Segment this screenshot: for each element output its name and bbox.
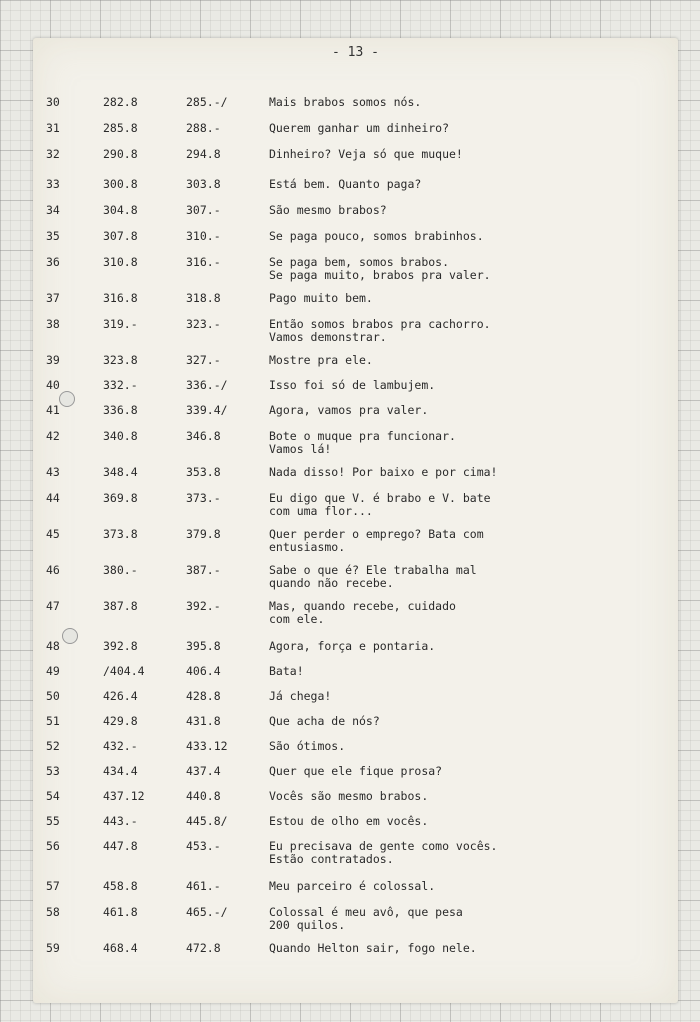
cue-in-time: /404.4 <box>103 664 145 678</box>
cue-text <box>269 122 669 135</box>
cue-out-time: 461.- <box>186 879 221 893</box>
cue-out-time: 310.- <box>186 229 221 243</box>
cue-text <box>269 148 669 161</box>
cue-text-line: Se paga pouco, somos brabinhos. <box>269 229 484 243</box>
cue-number: 47 <box>46 599 60 613</box>
cue-text <box>269 466 669 479</box>
cue-text-line: Estão contratados. <box>269 852 394 866</box>
cue-out-time: 288.- <box>186 121 221 135</box>
cue-number: 41 <box>46 403 60 417</box>
cue-out-time: 387.- <box>186 563 221 577</box>
cue-in-time: 468.4 <box>103 941 138 955</box>
cue-text-line: Nada disso! Por baixo e por cima! <box>269 465 498 479</box>
cue-text <box>269 404 669 417</box>
cue-in-time: 392.8 <box>103 639 138 653</box>
cue-out-time: 327.- <box>186 353 221 367</box>
cue-text <box>269 600 669 626</box>
cue-number: 50 <box>46 689 60 703</box>
cue-text-line: Quando Helton sair, fogo nele. <box>269 941 477 955</box>
cue-text <box>269 318 669 344</box>
cue-out-time: 294.8 <box>186 147 221 161</box>
cue-number: 33 <box>46 177 60 191</box>
cue-text <box>269 790 669 803</box>
cue-in-time: 290.8 <box>103 147 138 161</box>
cue-text-line: Bata! <box>269 664 304 678</box>
cue-text-line: quando não recebe. <box>269 576 394 590</box>
cue-text <box>269 640 669 653</box>
cue-in-time: 447.8 <box>103 839 138 853</box>
cue-out-time: 379.8 <box>186 527 221 541</box>
cue-text-line: Agora, vamos pra valer. <box>269 403 429 417</box>
cue-in-time: 285.8 <box>103 121 138 135</box>
cue-text-line: Se paga bem, somos brabos. <box>269 255 450 269</box>
cue-in-time: 316.8 <box>103 291 138 305</box>
cue-text-line: Vamos demonstrar. <box>269 330 387 344</box>
cue-out-time: 346.8 <box>186 429 221 443</box>
page-number: - 13 - <box>332 45 379 60</box>
cue-text <box>269 292 669 305</box>
cue-number: 45 <box>46 527 60 541</box>
cue-text <box>269 765 669 778</box>
cue-number: 32 <box>46 147 60 161</box>
cue-text-line: Vamos lá! <box>269 442 332 456</box>
cue-out-time: 303.8 <box>186 177 221 191</box>
cue-out-time: 307.- <box>186 203 221 217</box>
cue-text <box>269 204 669 217</box>
cue-in-time: 380.- <box>103 563 138 577</box>
cue-number: 37 <box>46 291 60 305</box>
cue-out-time: 453.- <box>186 839 221 853</box>
cue-text-line: Se paga muito, brabos pra valer. <box>269 268 491 282</box>
cue-number: 51 <box>46 714 60 728</box>
cue-text <box>269 256 669 282</box>
cue-in-time: 336.8 <box>103 403 138 417</box>
cue-text <box>269 430 669 456</box>
cue-text-line: 200 quilos. <box>269 918 346 932</box>
cue-out-time: 392.- <box>186 599 221 613</box>
cue-out-time: 318.8 <box>186 291 221 305</box>
cue-in-time: 426.4 <box>103 689 138 703</box>
cue-in-time: 300.8 <box>103 177 138 191</box>
cue-in-time: 434.4 <box>103 764 138 778</box>
cue-out-time: 285.-/ <box>186 95 228 109</box>
cue-in-time: 332.- <box>103 378 138 392</box>
cue-number: 57 <box>46 879 60 893</box>
cue-text-line: Quer perder o emprego? Bata com <box>269 527 484 541</box>
cue-text <box>269 96 669 109</box>
punch-hole <box>59 391 75 407</box>
cue-text-line: Isso foi só de lambujem. <box>269 378 436 392</box>
cue-text-line: Bote o muque pra funcionar. <box>269 429 456 443</box>
cue-in-time: 432.- <box>103 739 138 753</box>
cue-number: 34 <box>46 203 60 217</box>
cue-in-time: 307.8 <box>103 229 138 243</box>
cue-text <box>269 906 669 932</box>
cue-in-time: 373.8 <box>103 527 138 541</box>
cue-text-line: Mais brabos somos nós. <box>269 95 422 109</box>
cue-text <box>269 178 669 191</box>
cue-text <box>269 492 669 518</box>
cue-number: 52 <box>46 739 60 753</box>
cue-text <box>269 528 669 554</box>
cue-number: 59 <box>46 941 60 955</box>
cue-number: 39 <box>46 353 60 367</box>
cue-out-time: 445.8/ <box>186 814 228 828</box>
cue-text <box>269 230 669 243</box>
cue-text <box>269 690 669 703</box>
cue-text-line: entusiasmo. <box>269 540 346 554</box>
cue-text-line: Agora, força e pontaria. <box>269 639 436 653</box>
cue-number: 48 <box>46 639 60 653</box>
cue-text-line: Pago muito bem. <box>269 291 373 305</box>
cue-text <box>269 665 669 678</box>
cue-text-line: Meu parceiro é colossal. <box>269 879 436 893</box>
cue-number: 44 <box>46 491 60 505</box>
cue-text-line: Colossal é meu avô, que pesa <box>269 905 463 919</box>
cue-number: 54 <box>46 789 60 803</box>
cue-out-time: 431.8 <box>186 714 221 728</box>
cue-out-time: 472.8 <box>186 941 221 955</box>
cue-number: 56 <box>46 839 60 853</box>
cue-number: 42 <box>46 429 60 443</box>
cue-text-line: Estou de olho em vocês. <box>269 814 429 828</box>
cue-text <box>269 815 669 828</box>
cue-text-line: Mas, quando recebe, cuidado <box>269 599 456 613</box>
cue-in-time: 340.8 <box>103 429 138 443</box>
cue-text <box>269 354 669 367</box>
cue-in-time: 387.8 <box>103 599 138 613</box>
cue-text-line: Então somos brabos pra cachorro. <box>269 317 491 331</box>
cue-out-time: 437.4 <box>186 764 221 778</box>
cue-out-time: 428.8 <box>186 689 221 703</box>
cue-in-time: 319.- <box>103 317 138 331</box>
cue-text-line: Sabe o que é? Ele trabalha mal <box>269 563 477 577</box>
cue-number: 55 <box>46 814 60 828</box>
cue-text-line: Eu digo que V. é brabo e V. bate <box>269 491 491 505</box>
cue-out-time: 395.8 <box>186 639 221 653</box>
cue-number: 36 <box>46 255 60 269</box>
cue-text-line: Querem ganhar um dinheiro? <box>269 121 450 135</box>
cue-text-line: Está bem. Quanto paga? <box>269 177 422 191</box>
cue-out-time: 373.- <box>186 491 221 505</box>
cue-in-time: 310.8 <box>103 255 138 269</box>
cue-number: 49 <box>46 664 60 678</box>
cue-text <box>269 379 669 392</box>
cue-number: 53 <box>46 764 60 778</box>
cue-text-line: com uma flor... <box>269 504 373 518</box>
cue-text <box>269 840 669 866</box>
cue-text-line: Mostre pra ele. <box>269 353 373 367</box>
cue-in-time: 443.- <box>103 814 138 828</box>
cue-out-time: 465.-/ <box>186 905 228 919</box>
cue-text-line: Já chega! <box>269 689 332 703</box>
cue-out-time: 336.-/ <box>186 378 228 392</box>
cue-number: 38 <box>46 317 60 331</box>
cue-in-time: 282.8 <box>103 95 138 109</box>
cue-number: 43 <box>46 465 60 479</box>
cue-in-time: 348.4 <box>103 465 138 479</box>
cue-text-line: São ótimos. <box>269 739 346 753</box>
cue-number: 35 <box>46 229 60 243</box>
cue-text <box>269 715 669 728</box>
cue-out-time: 316.- <box>186 255 221 269</box>
cue-in-time: 458.8 <box>103 879 138 893</box>
cue-text-line: com ele. <box>269 612 325 626</box>
cue-text-line: São mesmo brabos? <box>269 203 387 217</box>
cue-text <box>269 942 669 955</box>
punch-hole <box>62 628 78 644</box>
cue-in-time: 429.8 <box>103 714 138 728</box>
cue-text-line: Dinheiro? Veja só que muque! <box>269 147 463 161</box>
cue-out-time: 440.8 <box>186 789 221 803</box>
cue-in-time: 304.8 <box>103 203 138 217</box>
cue-out-time: 433.12 <box>186 739 228 753</box>
cue-out-time: 406.4 <box>186 664 221 678</box>
cue-number: 58 <box>46 905 60 919</box>
cue-text-line: Que acha de nós? <box>269 714 380 728</box>
cue-out-time: 323.- <box>186 317 221 331</box>
cue-text-line: Quer que ele fique prosa? <box>269 764 443 778</box>
cue-text <box>269 740 669 753</box>
cue-text-line: Eu precisava de gente como vocês. <box>269 839 498 853</box>
cue-out-time: 353.8 <box>186 465 221 479</box>
cue-number: 46 <box>46 563 60 577</box>
cue-text <box>269 564 669 590</box>
document-page <box>33 38 678 1003</box>
cue-in-time: 437.12 <box>103 789 145 803</box>
cue-number: 30 <box>46 95 60 109</box>
cue-in-time: 323.8 <box>103 353 138 367</box>
cue-text-line: Vocês são mesmo brabos. <box>269 789 429 803</box>
cue-out-time: 339.4/ <box>186 403 228 417</box>
cue-in-time: 369.8 <box>103 491 138 505</box>
cue-text <box>269 880 669 893</box>
cue-in-time: 461.8 <box>103 905 138 919</box>
cue-number: 40 <box>46 378 60 392</box>
cue-number: 31 <box>46 121 60 135</box>
